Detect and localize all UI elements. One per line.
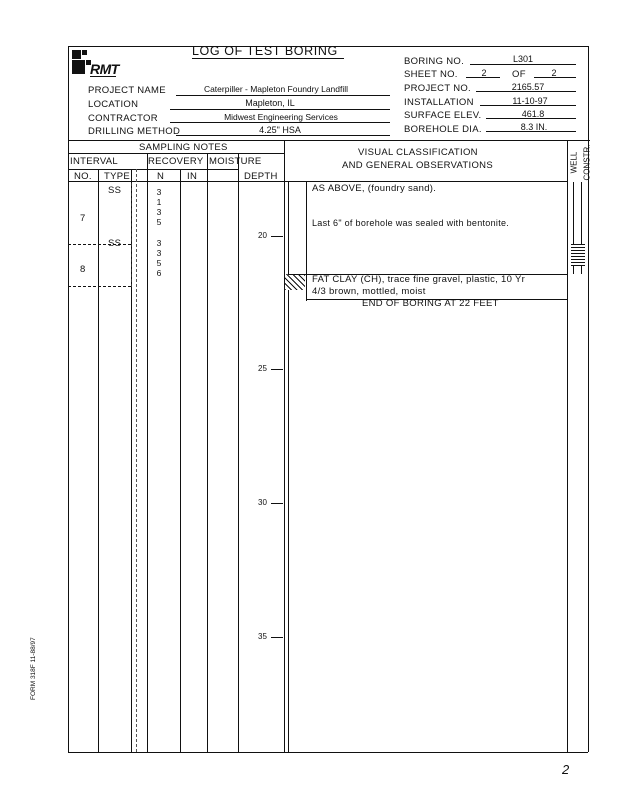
drilling-method-label: DRILLING METHOD	[88, 126, 181, 137]
project-no-value: 2165.57	[511, 82, 545, 92]
sampling-notes-header: SAMPLING NOTES	[139, 142, 228, 153]
borehole-dia-value: 8.3 IN.	[520, 122, 548, 132]
sheet-no-label: SHEET NO.	[404, 69, 458, 80]
recovery-header: RECOVERY	[148, 156, 204, 167]
sample-7-blow-1: 3	[156, 187, 162, 197]
location-value: Mapleton, IL	[245, 98, 295, 108]
depth-label-25: 25	[258, 364, 267, 373]
company-logo	[70, 48, 120, 80]
sample-8-blow-4: 6	[156, 268, 162, 278]
well-label: WELL	[569, 151, 579, 174]
form-title: LOG OF TEST BORING	[192, 44, 338, 58]
type-header: TYPE	[104, 171, 131, 182]
bentonite-seal-hatch	[285, 274, 305, 290]
well-constr-header	[567, 140, 592, 182]
sample-8-blow-2: 3	[156, 248, 162, 258]
drilling-method-value: 4.25" HSA	[259, 125, 301, 135]
sheet-no-value: 2	[481, 68, 487, 78]
installation-value: 11-10-97	[512, 96, 548, 106]
sample-8-blow-3: 5	[156, 258, 162, 268]
well-construction-graphic	[569, 182, 587, 276]
surface-elev-label: SURFACE ELEV.	[404, 110, 482, 121]
borehole-dia-label: BOREHOLE DIA.	[404, 124, 482, 135]
obs-bentonite-seal: Last 6" of borehole was sealed with bentonite.	[312, 218, 510, 228]
sample-8-blow-1: 3	[156, 238, 162, 248]
obs-fat-clay-2: 4/3 brown, mottled, moist	[312, 286, 426, 297]
obs-as-above: AS ABOVE, (foundry sand).	[312, 183, 437, 194]
surface-elev-value: 461.8	[521, 109, 545, 119]
sample-8-no: 8	[80, 264, 86, 275]
depth-label-35: 35	[258, 632, 267, 641]
project-no-label: PROJECT NO.	[404, 83, 471, 94]
depth-header: DEPTH	[244, 171, 278, 182]
constr-label: CONSTR.	[582, 144, 592, 181]
sample-7-blow-3: 3	[156, 207, 162, 217]
installation-label: INSTALLATION	[404, 97, 474, 108]
sheet-of-value: 2	[551, 68, 557, 78]
n-header: N	[157, 171, 165, 182]
form-number: FORM 318F 11-88/97	[30, 637, 37, 700]
project-name-label: PROJECT NAME	[88, 85, 166, 96]
sample-8-type: SS	[108, 238, 122, 249]
project-name-value: Caterpiller - Mapleton Foundry Landfill	[203, 84, 349, 94]
location-label: LOCATION	[88, 99, 139, 110]
logo-text: RMT	[90, 61, 119, 77]
obs-fat-clay-1: FAT CLAY (CH), trace fine gravel, plastic, 10 Yr	[312, 274, 526, 285]
depth-scale	[238, 181, 288, 752]
sample-7-blow-2: 1	[156, 197, 162, 207]
depth-label-20: 20	[258, 231, 267, 240]
visual-classification-header: VISUAL CLASSIFICATION	[358, 147, 478, 158]
contractor-label: CONTRACTOR	[88, 113, 158, 124]
sample-7-no: 7	[80, 213, 86, 224]
depth-label-30: 30	[258, 498, 267, 507]
obs-end-of-boring: END OF BORING AT 22 FEET	[362, 298, 499, 309]
interval-header: INTERVAL	[70, 156, 118, 167]
boring-no-label: BORING NO.	[404, 56, 465, 67]
general-observations-header: AND GENERAL OBSERVATIONS	[342, 160, 493, 171]
no-header: NO.	[74, 171, 92, 182]
sample-7-blow-4: 5	[156, 217, 162, 227]
moisture-header: MOISTURE	[209, 156, 262, 167]
contractor-value: Midwest Engineering Services	[224, 112, 338, 122]
sample-7-type: SS	[108, 185, 122, 196]
page-number-mark: 2	[562, 762, 570, 777]
in-header: IN	[187, 171, 198, 182]
sheet-of-label: OF	[512, 69, 526, 80]
boring-no-value: L301	[512, 54, 534, 64]
